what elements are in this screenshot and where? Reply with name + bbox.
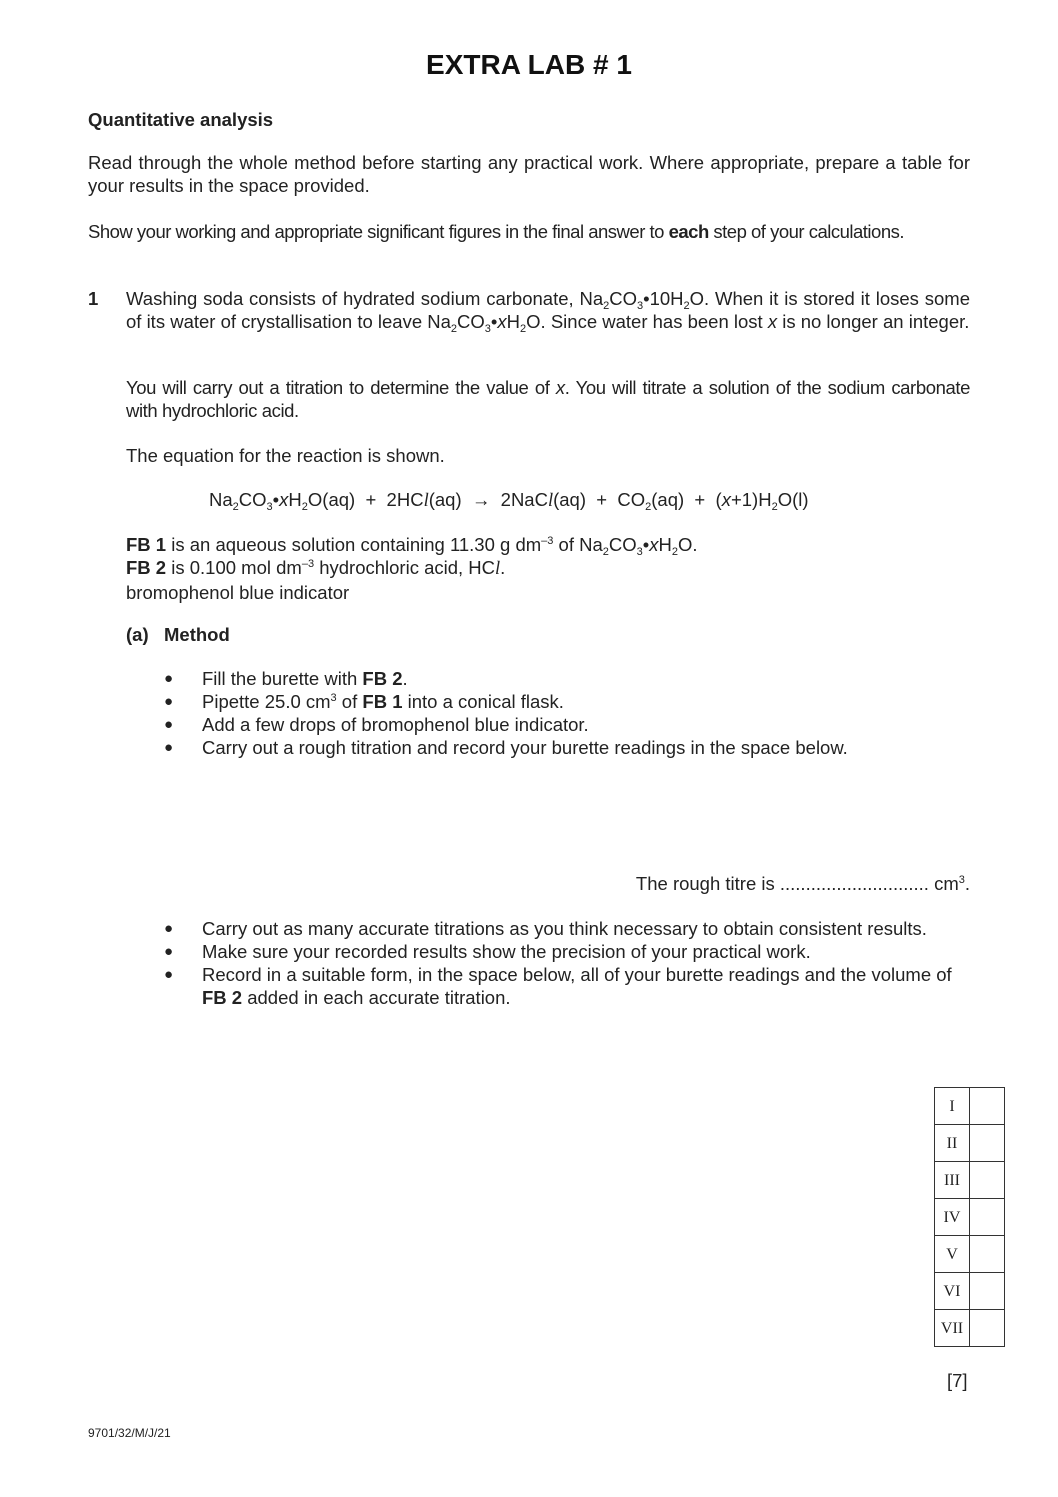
- mark-box: [970, 1162, 1005, 1199]
- mark-row-label: IV: [935, 1199, 970, 1236]
- marks-table: [934, 1087, 1005, 1347]
- mark-row-label: III: [935, 1162, 970, 1199]
- table-row: [935, 1125, 1005, 1162]
- list-item: ● Carry out a rough titration and record your burette readings in the space below.: [164, 736, 974, 759]
- intro-paragraph-2: Show your working and appropriate significant figures in the final answer to each step of your calculations.: [88, 221, 904, 242]
- total-marks: [7]: [947, 1370, 968, 1391]
- titration-intro: You will carry out a titration to determine the value of x. You will titrate a solution of the sodium carbonate with hydrochloric acid.: [126, 377, 971, 421]
- rough-titre-line: The rough titre is ............................. $cm^3$.: [635, 873, 970, 894]
- mark-box: [970, 1088, 1005, 1125]
- method-bullets-1: [164, 667, 974, 759]
- table-row: [935, 1162, 1005, 1199]
- footer-code: 9701/32/M/J/21: [88, 1426, 171, 1440]
- material-indicator: bromophenol blue indicator: [126, 582, 350, 603]
- list-item: ● Make sure your recorded results show the precision of your practical work.: [164, 940, 974, 963]
- mark-box: [970, 1125, 1005, 1162]
- list-item: ● Pipette 25.0 $cm^3$ of FB 1 into a conical flask.: [164, 690, 974, 713]
- mark-box: [970, 1310, 1005, 1347]
- mark-box: [970, 1273, 1005, 1310]
- material-fb1: FB 1 is an aqueous solution containing 11.30 g $dm^{-3}$ of $Na_2CO_3•xH_2O$.: [126, 534, 698, 558]
- mark-row-label: II: [935, 1125, 970, 1162]
- equation-intro: The equation for the reaction is shown.: [126, 445, 445, 466]
- list-item: ● Add a few drops of bromophenol blue indicator.: [164, 713, 974, 736]
- table-row: [935, 1310, 1005, 1347]
- table-row: [935, 1236, 1005, 1273]
- list-item: ● Record in a suitable form, in the space below, all of your burette readings and the volume of FB 2 added in each accurate titration.: [164, 963, 974, 1009]
- part-a-label: (a): [126, 624, 149, 645]
- mark-row-label: VII: [935, 1310, 970, 1347]
- table-row: [935, 1273, 1005, 1310]
- method-bullets-2: [164, 917, 974, 1009]
- section-heading: Quantitative analysis: [88, 109, 274, 130]
- mark-row-label: V: [935, 1236, 970, 1273]
- table-row: [935, 1088, 1005, 1125]
- question-number: 1: [88, 288, 99, 309]
- mark-row-label: VI: [935, 1273, 970, 1310]
- page-title: EXTRA LAB # 1: [426, 49, 632, 80]
- mark-box: [970, 1199, 1005, 1236]
- table-row: [935, 1199, 1005, 1236]
- question-intro: Washing soda consists of hydrated sodium carbonate, $Na_2CO_3•10H_2O$. When it is stored it loses some of its water of crystallisation to leave $Na_2CO_3•xH_2O$. Since water has been lost x is no longer an integer.: [126, 288, 970, 335]
- mark-box: [970, 1236, 1005, 1273]
- intro-paragraph-1: Read through the whole method before starting any practical work. Where appropriate, prepare a table for your results in the space provided.: [88, 152, 970, 196]
- part-a-heading: Method: [164, 624, 230, 645]
- materials-list: [126, 533, 698, 604]
- list-item: ● Fill the burette with FB 2.: [164, 667, 974, 690]
- mark-row-label: I: [935, 1088, 970, 1125]
- reaction-equation: $Na_2CO_3•xH_2O(aq) + 2HCl(aq)$ → 2NaCl(aq) + $CO_2(aq) + (x+1)H_2O(l)$: [209, 489, 809, 513]
- material-fb2: FB 2 is 0.100 mol $dm^{-3}$ hydrochloric acid, HCl.: [126, 557, 506, 579]
- list-item: ● Carry out as many accurate titrations as you think necessary to obtain consistent results.: [164, 917, 974, 940]
